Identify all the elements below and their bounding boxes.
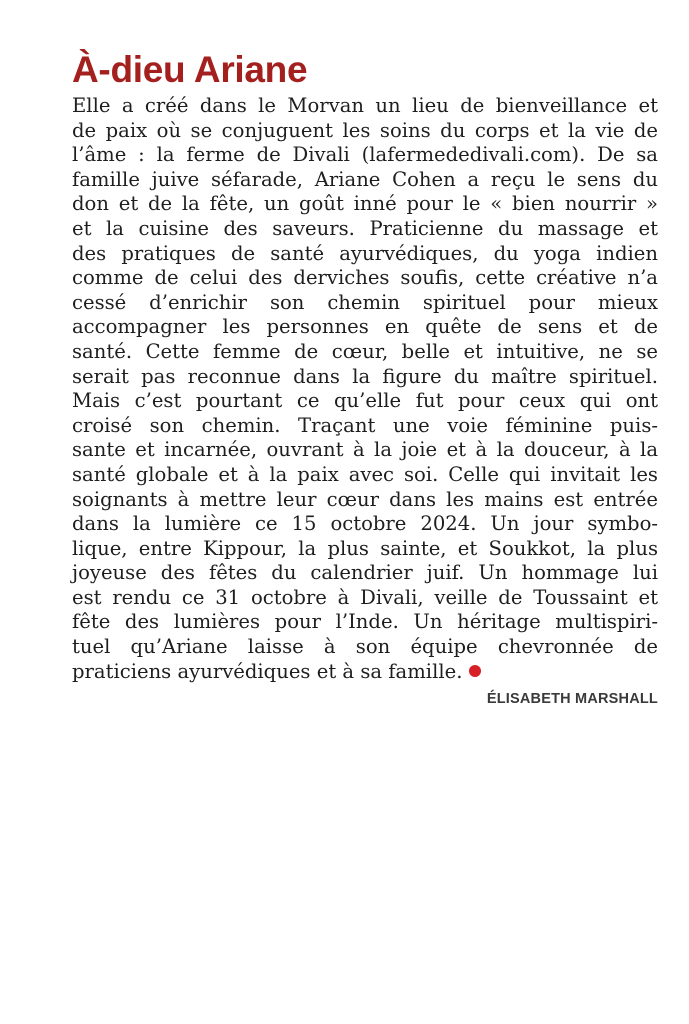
body-line-text: praticiens ayurvédiques et à sa famille. (72, 659, 463, 683)
body-line: croisé son chemin. Traçant une voie féminine puis- (72, 413, 658, 437)
body-line: dans la lumière ce 15 octobre 2024. Un jour symbo- (72, 512, 658, 536)
body-line: serait pas reconnue dans la figure du maître spirituel. (72, 364, 658, 388)
end-mark-icon (469, 665, 481, 677)
byline: ÉLISABETH MARSHALL (486, 691, 658, 708)
body-line: est rendu ce 31 octobre à Divali, veille de Toussaint et (72, 585, 658, 609)
body-line: Elle a créé dans le Morvan un lieu de bienveillance et (72, 94, 658, 117)
body-line: accompagner les personnes en quête de sens et de (72, 315, 658, 339)
body-line (72, 660, 658, 685)
body-line: don et de la fête, un goût inné pour le « bien nourrir » (72, 192, 658, 216)
body-line: fête des lumières pour l’Inde. Un héritage multispiri- (72, 610, 658, 634)
article-body (72, 94, 658, 684)
body-line: sante et incarnée, ouvrant à la joie et à la douceur, à la (72, 438, 658, 462)
article (72, 46, 658, 707)
body-line: santé globale et à la paix avec soi. Celle qui invitait les (72, 462, 658, 486)
body-line: soignants à mettre leur cœur dans les mains est entrée (72, 487, 658, 511)
body-line: famille juive séfarade, Ariane Cohen a reçu le sens du (72, 167, 658, 191)
body-line: cessé d’enrichir son chemin spirituel pour mieux (72, 290, 658, 314)
body-line: santé. Cette femme de cœur, belle et intuitive, ne se (72, 339, 658, 363)
body-line: l’âme : la ferme de Divali (lafermededivali.com). De sa (72, 143, 658, 167)
body-line: tuel qu’Ariane laisse à son équipe chevronnée de (72, 635, 658, 659)
body-line: de paix où se conjuguent les soins du corps et la vie de (72, 118, 658, 142)
body-line: des pratiques de santé ayurvédiques, du yoga indien (72, 241, 658, 265)
body-line: joyeuse des fêtes du calendrier juif. Un hommage lui (72, 561, 658, 585)
body-line: et la cuisine des saveurs. Praticienne du massage et (72, 216, 658, 240)
body-line: Mais c’est pourtant ce qu’elle fut pour ceux qui ont (72, 389, 658, 413)
headline: À-dieu Ariane (72, 49, 308, 90)
body-line: lique, entre Kippour, la plus sainte, et Soukkot, la plus (72, 536, 658, 560)
body-line: comme de celui des derviches soufis, cette créative n’a (72, 266, 658, 290)
